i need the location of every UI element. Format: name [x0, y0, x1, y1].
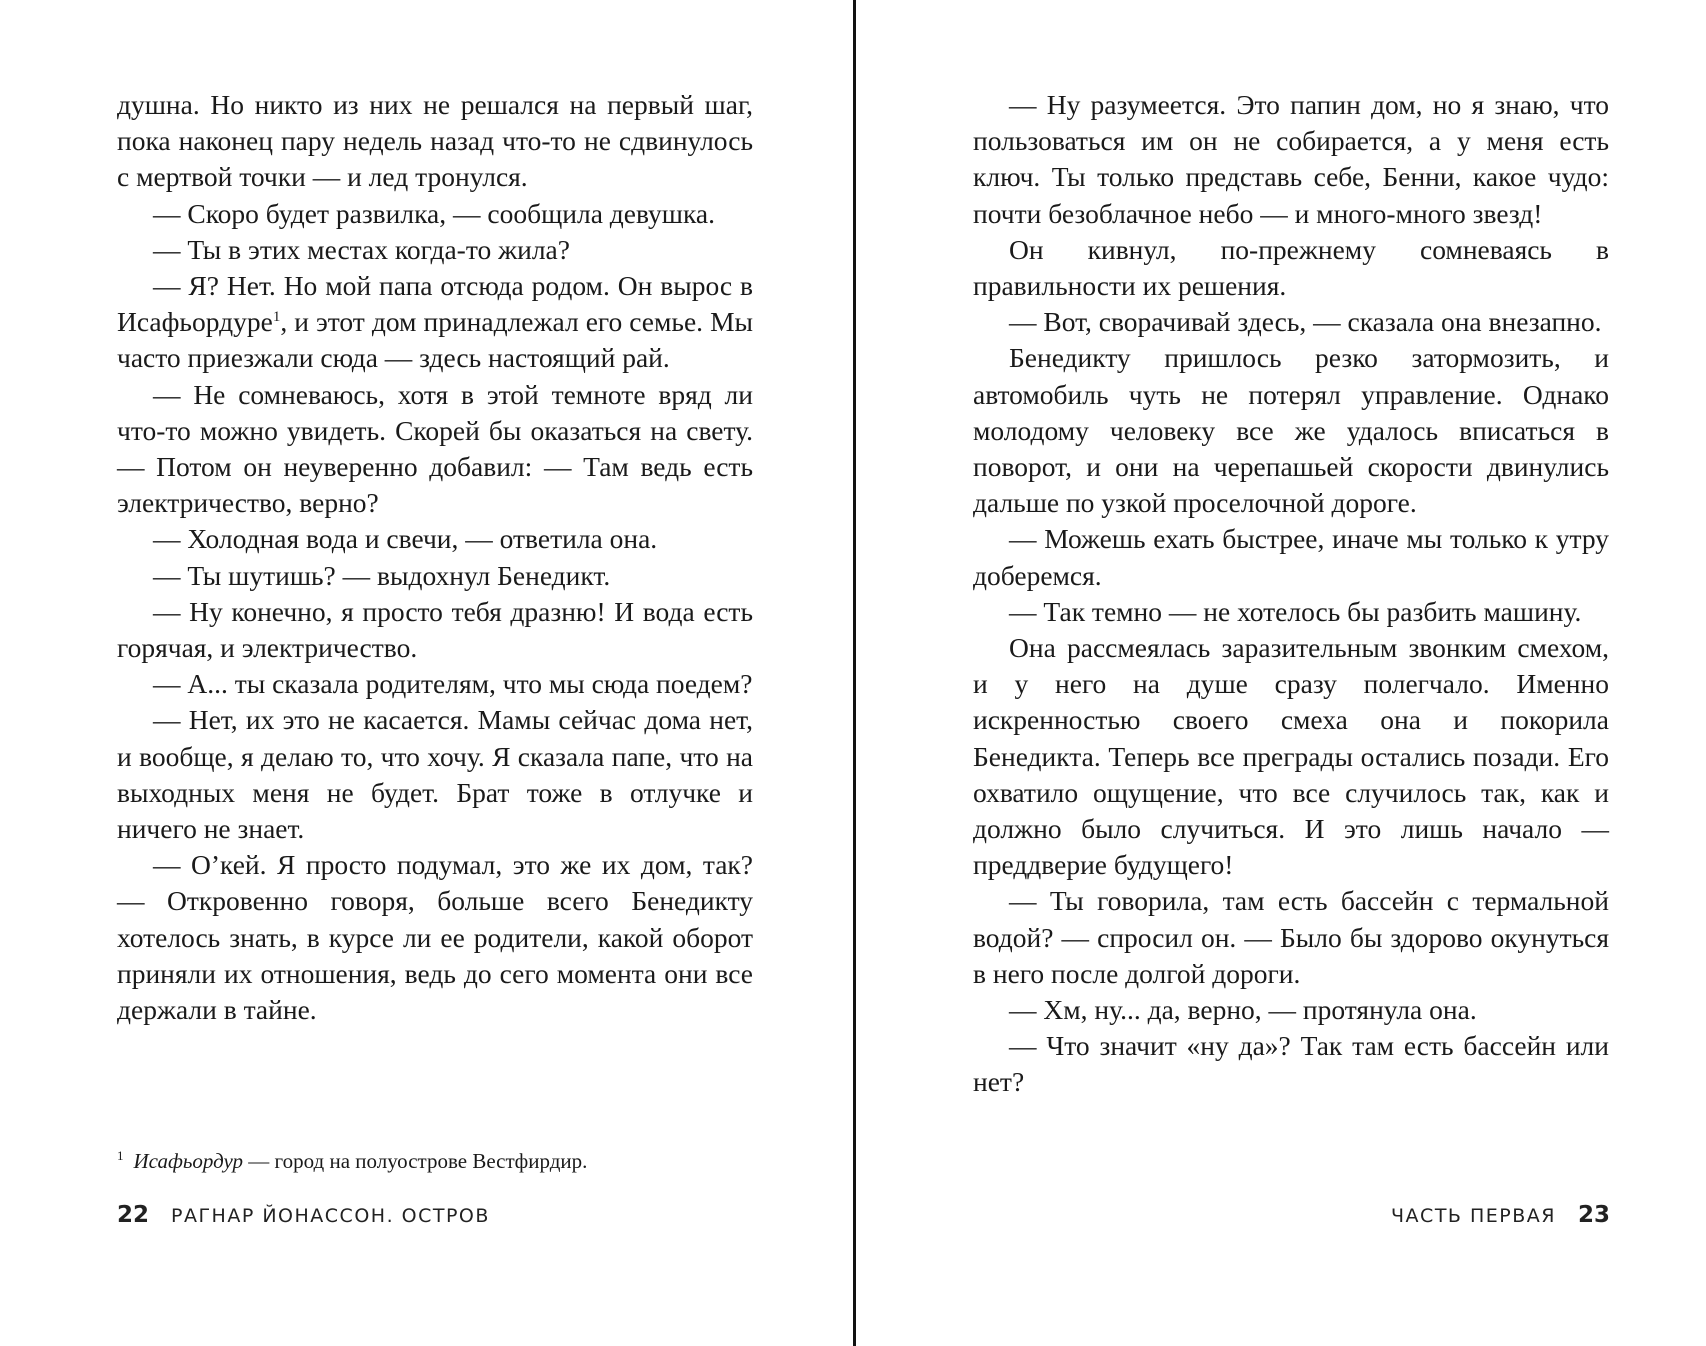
- paragraph: — Вот, сворачивай здесь, — сказала она внезапно.: [1009, 306, 1602, 338]
- footnote: [117, 1148, 753, 1174]
- paragraph-part: — Я? Нет. Но мой папа отсюда родом. Он вырос в Исафьордуре: [117, 270, 753, 338]
- paragraph: — Нет, их это не касается. Мамы сейчас дома нет, и вообще, я делаю то, что хочу. Я сказала папе, что на выходных меня не будет. Брат тоже в отлучке и ничего не знает.: [117, 704, 753, 845]
- footnote-reference[interactable]: 1: [272, 309, 281, 326]
- right-folio: [1391, 1202, 1610, 1228]
- paragraph: — Ну конечно, я просто тебя дразню! И вода есть горячая, и электричество.: [117, 595, 753, 664]
- footnote-term: Исафьордур: [133, 1149, 244, 1173]
- paragraph: — Можешь ехать быстрее, иначе мы только к утру доберемся.: [973, 523, 1609, 591]
- paragraph-part: , и этот дом принадлежал его семье. Мы часто приезжали сюда — здесь настоящий рай.: [117, 306, 753, 374]
- paragraph: душна. Но никто из них не решался на первый шаг, пока наконец пару недель назад что-то не сдвинулось с мертвой точки — и лед тронулся.: [117, 89, 753, 193]
- paragraph: — Не сомневаюсь, хотя в этой темноте вряд ли что-то можно увидеть. Скорей бы оказаться на свету. — Потом он неуверенно добавил: — Там ведь есть электричество, верно?: [117, 378, 753, 519]
- paragraph: — Ты шутишь? — выдохнул Бенедикт.: [153, 559, 611, 591]
- book-gutter: [853, 0, 856, 1346]
- paragraph-with-footnote: [117, 268, 753, 377]
- paragraph: — Что значит «ну да»? Так там есть бассейн или нет?: [973, 1030, 1609, 1098]
- paragraph: Он кивнул, по-прежнему сомневаясь в правильности их решения.: [973, 233, 1609, 302]
- paragraph: — Скоро будет развилка, — сообщила девушка.: [153, 197, 715, 229]
- paragraph: — О’кей. Я просто подумал, это же их дом, так? — Откровенно говоря, больше всего Бенедикту хотелось знать, в курсе ли ее родители, какой оборот приняли их отношения, ведь до сего момента они все держали в тайне.: [117, 849, 753, 1026]
- footnote-number: 1: [117, 1148, 124, 1163]
- page-number: 22: [117, 1202, 150, 1228]
- page-number: 23: [1577, 1202, 1610, 1228]
- left-folio: [117, 1202, 490, 1228]
- paragraph: — Так темно — не хотелось бы разбить машину.: [1009, 595, 1582, 627]
- paragraph: Она рассмеялась заразительным звонким смехом, и у него на душе сразу полегчало. Именно искренностью своего смеха она и покорила Бенедикта. Теперь все преграды остались позади. Его охватило ощущение, что все случилось так, как и должно было случиться. И это лишь начало — преддверие будущего!: [973, 632, 1609, 881]
- footnote-text: — город на полуострове Вестфирдир.: [243, 1149, 588, 1173]
- paragraph: — А... ты сказала родителям, что мы сюда поедем?: [153, 668, 753, 700]
- paragraph: — Хм, ну... да, верно, — протянула она.: [1009, 994, 1477, 1026]
- running-head: РАГНАР ЙОНАССОН. ОСТРОВ: [171, 1205, 490, 1227]
- paragraph: — Ты в этих местах когда-то жила?: [153, 233, 570, 265]
- paragraph: Бенедикту пришлось резко затормозить, и автомобиль чуть не потерял управление. Однако молодому человеку все же удалось вписаться в поворот, и они на черепашьей скорости двинулись дальше по узкой проселочной дороге.: [973, 342, 1609, 519]
- running-head: ЧАСТЬ ПЕРВАЯ: [1391, 1205, 1556, 1227]
- paragraph: — Ну разумеется. Это папин дом, но я знаю, что пользоваться им он не собирается, а у меня есть ключ. Ты только представь себе, Бенни, какое чудо: почти безоблачное небо — и много-много звезд!: [973, 89, 1609, 229]
- paragraph: — Ты говорила, там есть бассейн с термальной водой? — спросил он. — Было бы здорово окунуться в него после долгой дороги.: [973, 885, 1609, 989]
- left-page: [117, 87, 753, 1028]
- right-page: [973, 87, 1609, 1101]
- paragraph: — Холодная вода и свечи, — ответила она.: [153, 523, 658, 555]
